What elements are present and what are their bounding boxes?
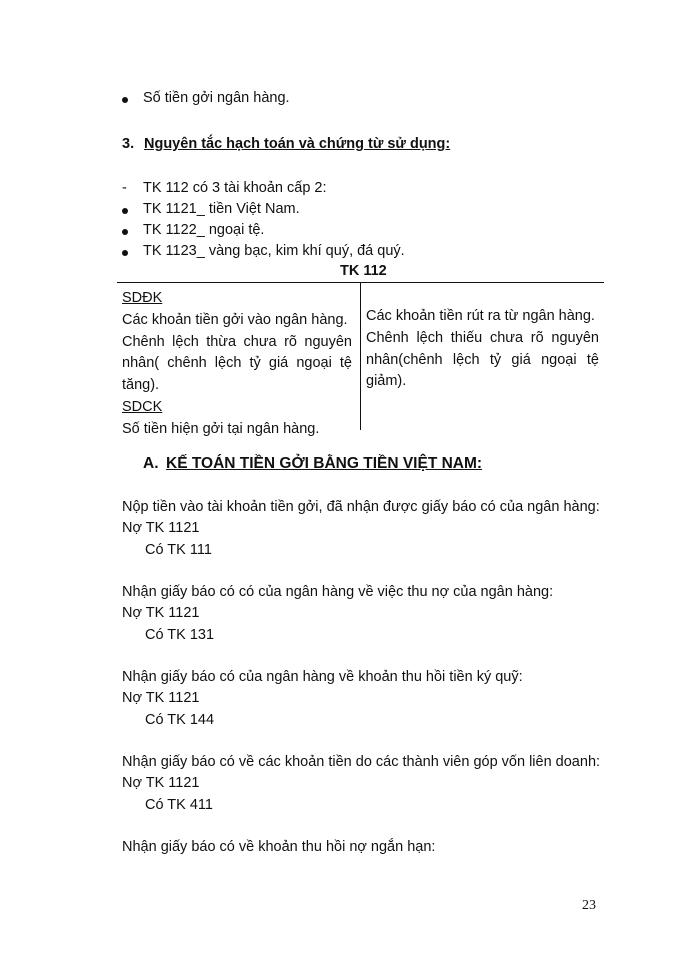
intro-bullet-text: Số tiền gởi ngân hàng. [143,90,290,106]
word: thiếu [450,329,483,346]
word: tỷ [489,351,502,368]
word: chênh [167,355,207,372]
t-account-vertical-rule [360,282,361,430]
word: Chênh [122,333,165,350]
word: giá [511,351,531,368]
entry-description: Nhận giấy báo có của ngân hàng về khoản thu hồi tiền ký quỹ: [122,669,523,685]
list-item: TK 112 có 3 tài khoản cấp 2: [143,180,327,196]
section-3-number: 3. [122,136,135,152]
section-3-heading: Nguyên tắc hạch toán và chứng từ sử dụng: [144,136,451,152]
entry-description: Nhận giấy báo có có của ngân hàng về việc thu nợ của ngân hàng: [122,584,554,600]
closing-balance-label: SDCK [122,398,163,415]
word: lệch [172,333,199,350]
word: chưa [489,329,524,346]
credit-justified-line [366,350,599,372]
word: lệch [214,355,242,372]
section-a-letter: A. [143,455,159,472]
credit-line: giảm). [366,373,407,390]
word: nguyên [304,333,352,350]
word: chưa [243,333,277,350]
debit-justified-line [122,332,352,354]
entry-credit: Có TK 131 [145,627,215,643]
t-account-debit-side [122,288,352,441]
entry-credit: Có TK 111 [145,542,212,558]
bullet-icon [122,208,128,214]
word: tỷ [249,355,261,372]
word: Chênh [366,329,409,346]
word: tệ [339,355,352,372]
word: giá [268,355,289,372]
debit-justified-line [122,353,352,375]
entry-description: Nhận giấy báo có về khoản thu hồi nợ ngắn hạn: [122,839,436,855]
word: nguyên [551,329,599,346]
word: nhân(chênh [366,351,443,368]
word: thừa [206,333,237,350]
credit-justified-line [366,328,599,350]
word: lệch [416,329,444,346]
t-account-credit-side [366,306,599,393]
entry-debit: Nợ TK 1121 [122,605,200,621]
word: ngoại [296,355,332,372]
credit-line: Các khoản tiền rút ra từ ngân hàng. [366,308,595,324]
word: rõ [284,333,297,350]
closing-balance-text: Số tiền hiện gởi tại ngân hàng. [122,420,320,437]
word: lệch [452,351,480,368]
entry-debit: Nợ TK 1121 [122,775,200,791]
list-item: TK 1121_ tiền Việt Nam. [143,201,300,217]
entry-credit: Có TK 411 [145,797,213,813]
t-account-title: TK 112 [340,263,387,279]
entry-description: Nhận giấy báo có về các khoản tiền do các thành viên góp vốn liên doanh: [122,754,601,770]
entry-debit: Nợ TK 1121 [122,520,200,536]
entry-credit: Có TK 144 [145,712,215,728]
section-a-heading: KẾ TOÁN TIỀN GỞI BẰNG TIỀN VIỆT NAM: [166,455,483,472]
word: tệ [586,351,599,368]
page-number: 23 [582,898,596,913]
debit-line: tăng). [122,377,160,394]
list-item: TK 1122_ ngoại tệ. [143,222,265,238]
entry-debit: Nợ TK 1121 [122,690,200,706]
opening-balance-label: SDĐK [122,290,163,306]
bullet-icon [122,97,128,103]
entry-description: Nộp tiền vào tài khoản tiền gởi, đã nhận được giấy báo có của ngân hàng: [122,499,600,515]
word: nhân( [122,355,160,372]
word: ngoại [541,351,577,368]
bullet-icon [122,250,128,256]
bullet-icon [122,229,128,235]
debit-line: Các khoản tiền gởi vào ngân hàng. [122,311,348,328]
list-marker-dash: - [122,180,127,196]
word: rõ [530,329,544,346]
list-item: TK 1123_ vàng bạc, kim khí quý, đá quý. [143,243,405,259]
